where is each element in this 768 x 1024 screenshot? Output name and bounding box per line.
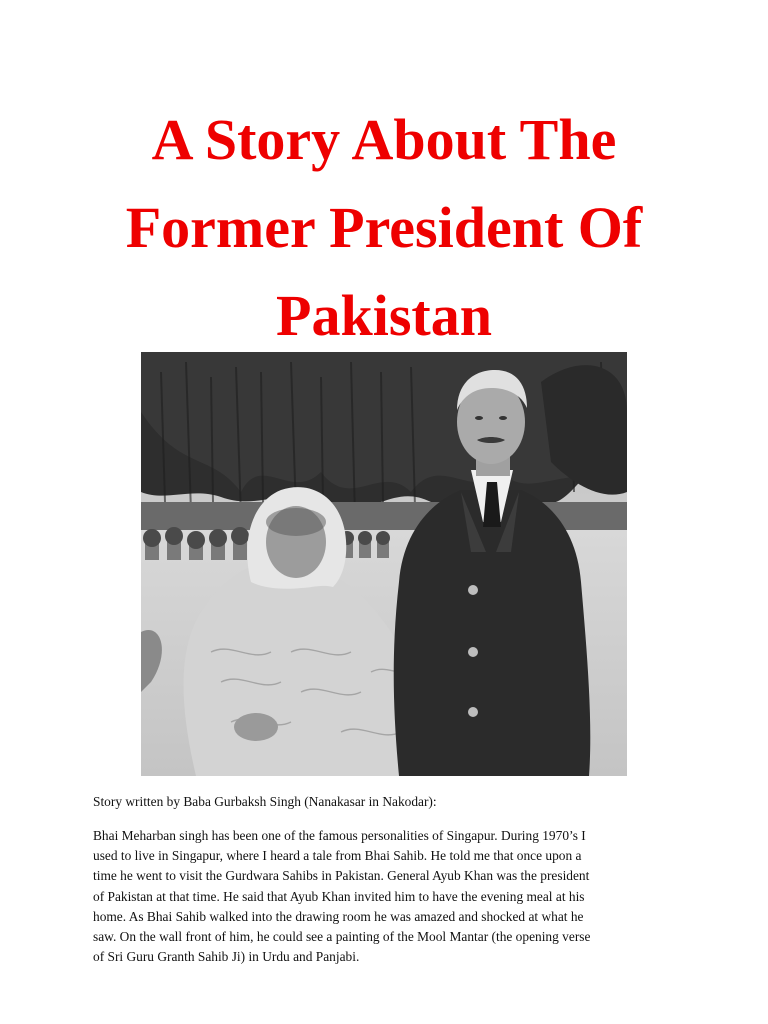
story-line-7: of Sri Guru Granth Sahib Ji) in Urdu and Panjabi.: [93, 949, 360, 965]
black-and-white-photo: [141, 352, 627, 776]
story-line-3: time he went to visit the Gurdwara Sahibs in Pakistan. General Ayub Khan was the president: [93, 868, 590, 884]
photo-illustration: [141, 352, 627, 776]
title-line-1: A Story About The: [151, 107, 617, 172]
story-line-4: of Pakistan at that time. He said that Ayub Khan invited him to have the evening meal at his: [93, 888, 585, 904]
story-paragraph: [93, 826, 653, 967]
title-line-3: Pakistan: [276, 283, 492, 348]
story-line-2: used to live in Singapur, where I heard a tale from Bhai Sahib. He told me that once upon a: [93, 848, 582, 864]
story-byline: Story written by Baba Gurbaksh Singh (Nanakasar in Nakodar):: [93, 794, 437, 809]
document-title: [0, 96, 768, 360]
story-line-6: saw. On the wall front of him, he could see a painting of the Mool Mantar (the opening verse: [93, 929, 591, 945]
title-line-2: Former President Of: [125, 195, 643, 260]
story-line-5: home. As Bhai Sahib walked into the drawing room he was amazed and shocked at what he: [93, 908, 584, 924]
story-line-1: Bhai Meharban singh has been one of the famous personalities of Singapur. During 1970’s I: [93, 828, 586, 843]
